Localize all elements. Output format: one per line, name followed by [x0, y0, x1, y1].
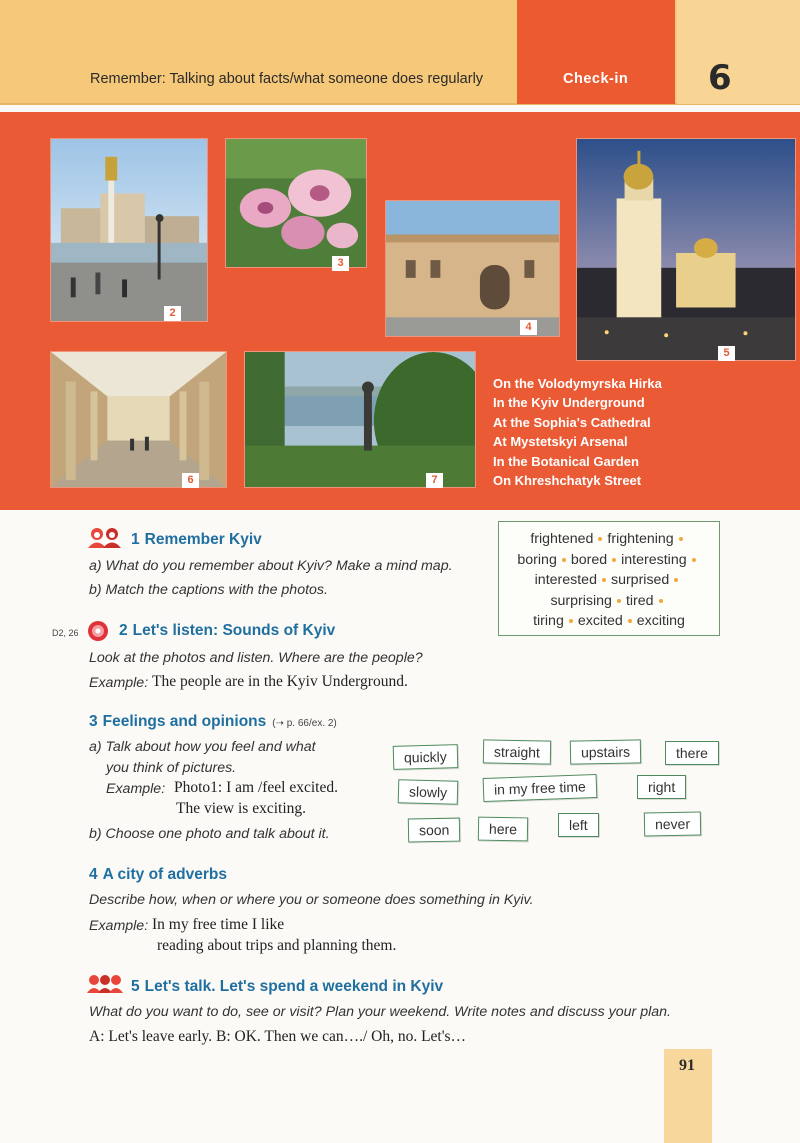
exercise-number: 2 [119, 622, 128, 639]
unit-number: 6 [708, 58, 732, 98]
adverb-card[interactable]: upstairs [570, 739, 641, 764]
example-label: Example: [89, 918, 149, 934]
exercise-title-text: Remember Kyiv [144, 531, 262, 548]
exercise-title-text: Feelings and opinions [102, 713, 267, 730]
audio-track-number: D2, 26 [52, 628, 79, 638]
example-text: reading about trips and planning them. [157, 937, 397, 954]
vocab-word: surprising [550, 592, 612, 609]
exercise-title-text: Let's listen: Sounds of Kyiv [132, 622, 336, 639]
caption: In the Kyiv Underground [493, 395, 645, 411]
bullet-dot [692, 558, 696, 562]
exercise-5-instruction: What do you want to do, see or visit? Plan your weekend. Write notes and discuss your plan. [89, 1004, 671, 1020]
dialogue-text: A: Let's leave early. B: OK. Then we can…./ Oh, no. Let's… [89, 1028, 467, 1045]
exercise-4-title [89, 866, 227, 884]
photo-captions [493, 374, 662, 490]
adverb-card[interactable]: left [558, 813, 599, 837]
vocab-word: frightening [607, 531, 674, 547]
unit-number-box [677, 0, 800, 104]
exercise-1a: a) What do you remember about Kyiv? Make a mind map. [89, 558, 453, 574]
exercise-2-instruction: Look at the photos and listen. Where are the people? [89, 650, 423, 666]
exercise-2-title [119, 622, 335, 640]
exercise-number: 5 [131, 978, 140, 995]
photo-magnolia-flowers [225, 138, 367, 268]
example-label: Example: [89, 675, 149, 691]
adverb-card[interactable]: right [637, 775, 686, 799]
bullet-dot [679, 537, 683, 541]
example-text: Photo1: I am /feel excited. [174, 779, 338, 796]
bullet-dot [562, 558, 566, 562]
vocab-line [499, 550, 719, 571]
vocab-word: tired [625, 592, 654, 609]
checkin-label: Check-in [563, 71, 629, 87]
exercise-1b: b) Match the captions with the photos. [89, 582, 328, 598]
example-text: The view is exciting. [176, 800, 306, 817]
exercise-3-title [89, 713, 337, 731]
caption: At the Sophia's Cathedral [493, 414, 651, 430]
caption: In the Botanical Garden [493, 453, 639, 469]
bullet-dot [674, 578, 678, 582]
caption: On the Volodymyrska Hirka [493, 376, 662, 391]
bullet-dot [628, 619, 632, 623]
bullet-dot [598, 537, 602, 541]
exercise-3a-line1: a) Talk about how you feel and what [89, 739, 316, 755]
exercise-1-title [131, 531, 262, 549]
bullet-dot [659, 599, 663, 603]
adverb-card[interactable]: soon [408, 818, 461, 843]
vocab-word: bored [570, 551, 608, 568]
vocab-word: surprised [610, 572, 670, 588]
caption: On Khreshchatyk Street [493, 473, 642, 489]
photo-number: 6 [182, 473, 199, 488]
example-text: In my free time I like [152, 916, 285, 933]
exercise-title-text: Let's talk. Let's spend a weekend in Kyiv [144, 978, 444, 995]
adverb-card[interactable]: never [644, 812, 701, 837]
page-reference: (➝ p. 66/ex. 2) [272, 718, 337, 729]
vocab-line [499, 529, 719, 550]
adverb-card[interactable]: there [665, 741, 719, 765]
photo-monument-square [50, 138, 208, 322]
vocab-line [499, 570, 719, 591]
exercise-3a-line2: you think of pictures. [106, 760, 237, 776]
vocab-word: frightened [530, 531, 594, 547]
exercise-3b: b) Choose one photo and talk about it. [89, 826, 330, 842]
bullet-dot [569, 619, 573, 623]
adverb-card[interactable]: quickly [393, 744, 458, 770]
exercise-4-instruction: Describe how, when or where you or someone does something in Kyiv. [89, 892, 534, 908]
photo-river-view-hill [244, 351, 476, 488]
adverb-card[interactable]: straight [483, 739, 551, 764]
vocab-line [499, 591, 719, 612]
adverb-card[interactable]: slowly [398, 779, 459, 805]
audio-cd-icon[interactable] [87, 620, 109, 642]
exercise-number: 3 [89, 713, 98, 730]
checkin-tab [517, 0, 675, 104]
photo-arsenal-building [385, 200, 560, 337]
adjective-word-box [498, 521, 720, 636]
example-text: The people are in the Kyiv Underground. [152, 673, 408, 690]
bullet-dot [602, 578, 606, 582]
bullet-dot [612, 558, 616, 562]
vocab-word: exciting [636, 613, 685, 629]
photo-number: 7 [426, 473, 443, 488]
vocab-word: tiring [533, 613, 564, 629]
photo-cathedral-evening [576, 138, 796, 361]
photo-number: 4 [520, 320, 537, 335]
vocab-line [499, 611, 719, 632]
header-subtitle: Remember: Talking about facts/what someone does regularly [90, 71, 484, 87]
exercise-number: 4 [89, 866, 98, 883]
caption: At Mystetskyi Arsenal [493, 434, 628, 450]
bullet-dot [617, 599, 621, 603]
page-number: 91 [679, 1057, 695, 1074]
vocab-word: interesting [621, 551, 687, 568]
example-label: Example: [106, 781, 166, 797]
vocab-word: boring [517, 551, 557, 568]
exercise-title-text: A city of adverbs [102, 866, 227, 883]
vocab-word: excited [577, 613, 623, 629]
photo-underground-station [50, 351, 227, 488]
pair-work-icon [86, 527, 124, 549]
group-work-icon [86, 974, 124, 994]
photo-number: 3 [332, 256, 349, 271]
adverb-card[interactable]: here [478, 817, 528, 842]
photo-number: 2 [164, 306, 181, 321]
adverb-card[interactable]: in my free time [483, 774, 598, 802]
photo-number: 5 [718, 346, 735, 361]
vocab-word: interested [534, 572, 597, 588]
exercise-number: 1 [131, 531, 140, 548]
exercise-5-title [131, 978, 443, 996]
